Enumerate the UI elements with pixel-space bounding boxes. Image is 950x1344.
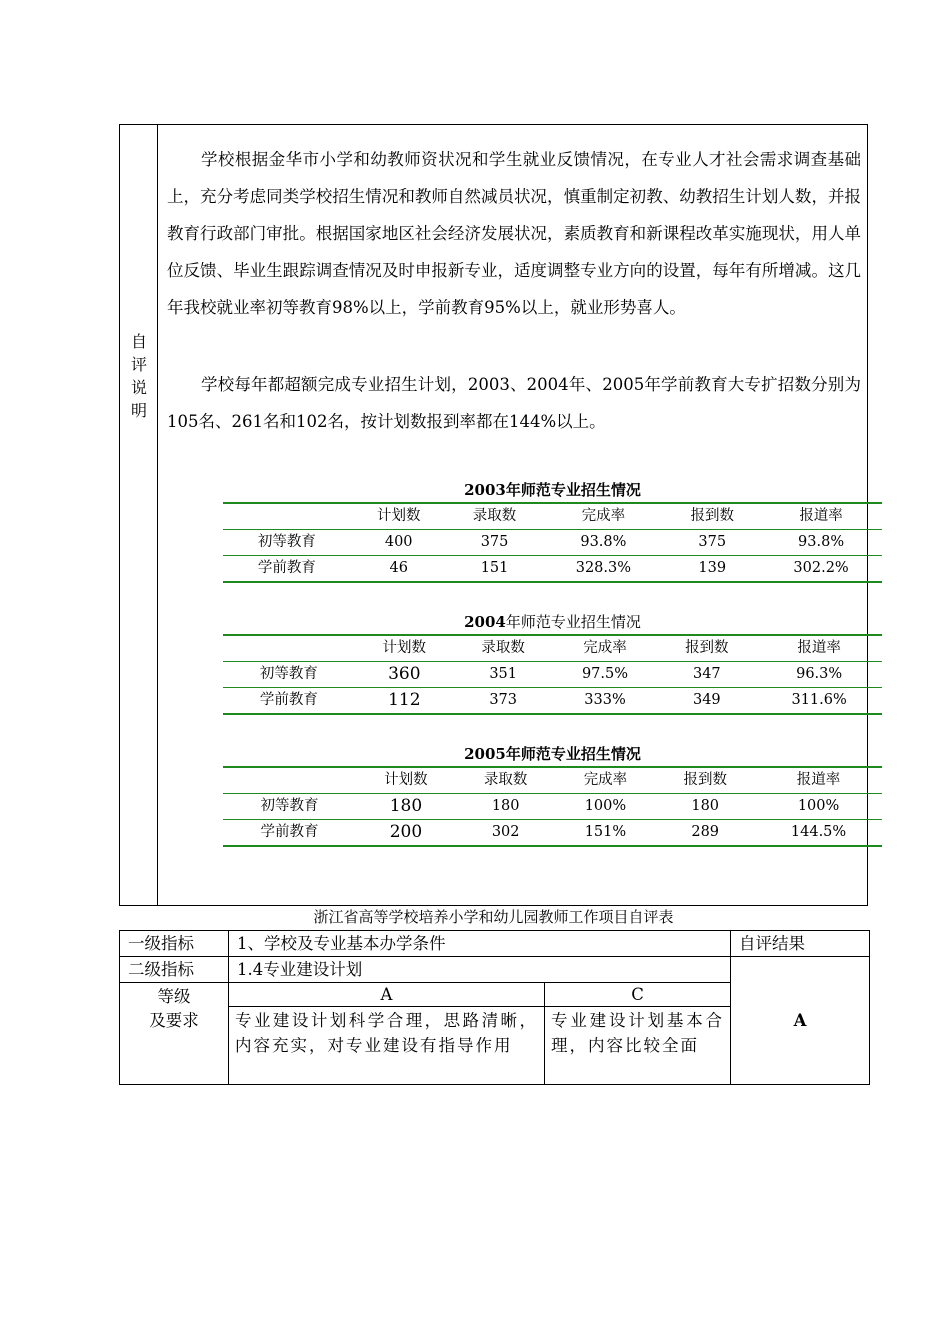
table-2005 [223, 766, 882, 847]
result-label: 自评结果 [731, 931, 870, 957]
grade-a-header: A [229, 983, 545, 1007]
self-eval-content [158, 125, 867, 905]
table-2005-title: 2005年师范专业招生情况 [464, 745, 641, 763]
table-row: 初等教育 360 351 97.5% 347 96.3% [223, 662, 882, 688]
grade-label: 等级 及要求 [120, 983, 229, 1085]
table-row: 学前教育 46 151 328.3% 139 302.2% [223, 556, 882, 583]
form-title: 浙江省高等学校培养小学和幼儿园教师工作项目自评表 [313, 908, 674, 926]
self-eval-box [119, 124, 868, 906]
paragraph-1: 学校根据金华市小学和幼教师资状况和学生就业反馈情况，在专业人才社会需求调查基础上，充分考虑同类学校招生情况和教师自然减员状况，慎重制定初教、幼教招生计划人数，并报教育行政部门审批。根据国家地区社会经济发展状况，素质教育和新课程改革实施现状，用人单位反馈、毕业生跟踪调查情况及时申报新专业，适度调整专业方向的设置，每年有所增减。这几年我校就业率初等教育98%以上，学前教育95%以上，就业形势喜人。 [167, 150, 861, 317]
table-2004 [223, 634, 882, 715]
table-row: 学前教育 112 373 333% 349 311.6% [223, 688, 882, 715]
table-row: 初等教育 180 180 100% 180 100% [223, 794, 882, 820]
table-header-row: 计划数 录取数 完成率 报到数 报道率 [223, 503, 882, 530]
table-2003-title: 2003年师范专业招生情况 [464, 481, 641, 499]
table-2003 [223, 502, 882, 583]
table-row: 学前教育 200 302 151% 289 144.5% [223, 820, 882, 847]
grade-c-header: C [545, 983, 731, 1007]
level2-label: 二级指标 [120, 957, 229, 983]
level1-label: 一级指标 [120, 931, 229, 957]
grade-a-requirement: 专业建设计划科学合理，思路清晰，内容充实，对专业建设有指导作用 [229, 1007, 545, 1085]
level2-value: 1.4专业建设计划 [229, 957, 731, 983]
result-value: A [731, 957, 870, 1085]
level1-value: 1、学校及专业基本办学条件 [229, 931, 731, 957]
table-header-row: 计划数 录取数 完成率 报到数 报道率 [223, 635, 882, 662]
table-row: 初等教育 400 375 93.8% 375 93.8% [223, 530, 882, 556]
table-header-row: 计划数 录取数 完成率 报到数 报道率 [223, 767, 882, 794]
evaluation-form [119, 930, 870, 1085]
self-eval-side-column [120, 125, 158, 905]
paragraph-2: 学校每年都超额完成专业招生计划，2003、2004年、2005年学前教育大专扩招数分别为105名、261名和102名，按计划数报到率都在144%以上。 [167, 375, 861, 431]
table-2004-title: 2004年师范专业招生情况 [464, 613, 641, 631]
grade-c-requirement: 专业建设计划基本合理，内容比较全面 [545, 1007, 731, 1085]
self-eval-side-label: 自 评 说 明 [130, 332, 147, 420]
